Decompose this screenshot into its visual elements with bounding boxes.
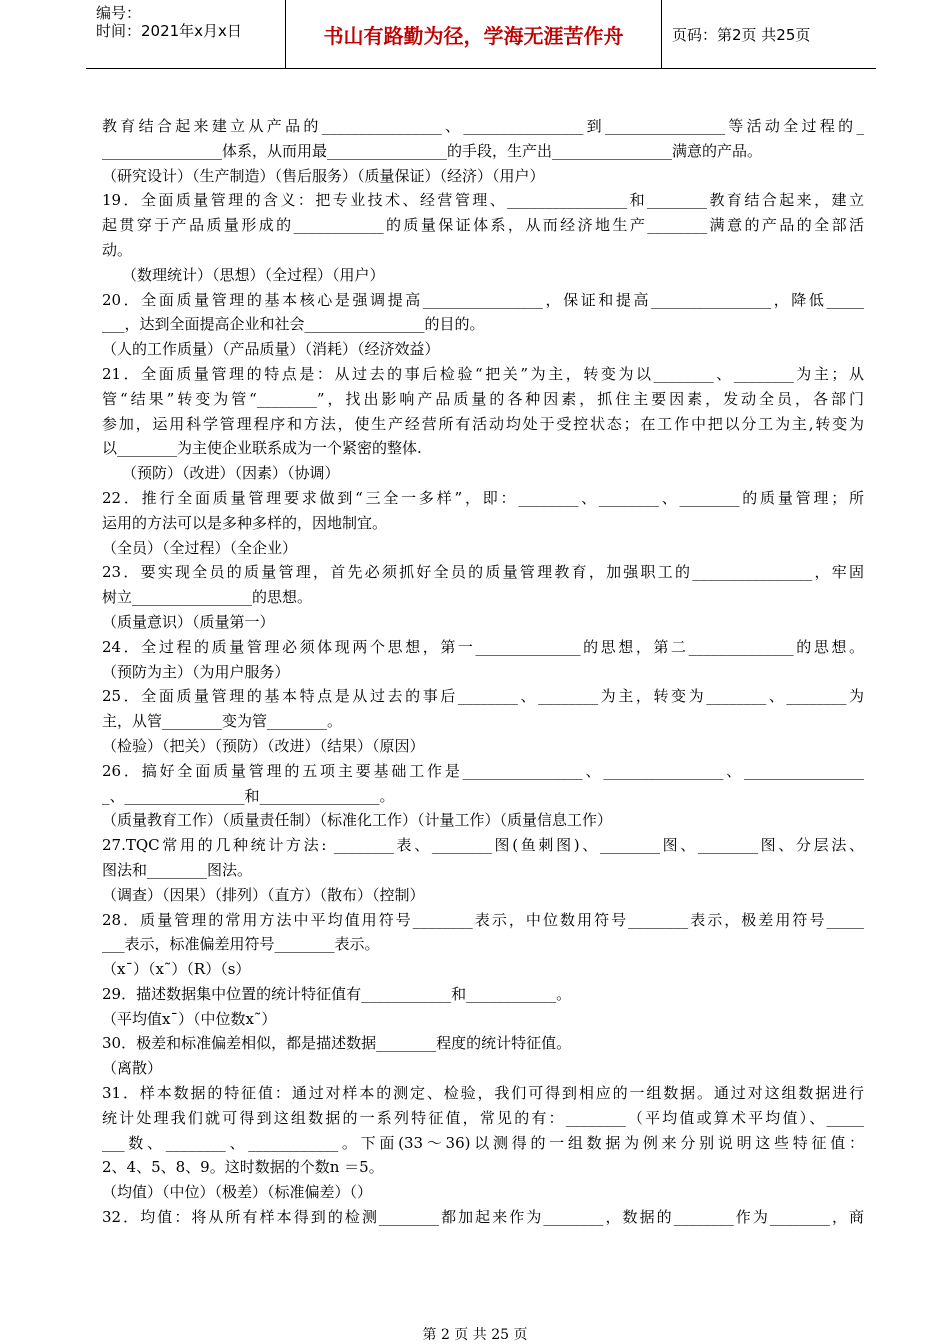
text-line: 23．要实现全员的质量管理，首先必须抓好全员的质量管理教育，加强职工的________________，牢固 [102, 563, 864, 582]
text-line: 30．极差和标准偏差相似，都是描述数据________程度的统计特征值。 [102, 1034, 572, 1053]
text-line: （离散） [102, 1059, 163, 1078]
text-line: 28．质量管理的常用方法中平均值用符号________表示，中位数用符号________表示，极差用符号_____ [102, 910, 864, 929]
text-line: （预防）（改进）（因素）（协调） [122, 464, 340, 483]
text-line: 20．全面质量管理的基本核心是强调提高________________，保证和提高________________，降低_____ [102, 290, 864, 309]
text-line: 动。 [102, 240, 133, 259]
text-line: 参加，运用科学管理程序和方法，使生产经营所有活动均处于受控状态；在工作中把以分工为主,转变为 [102, 414, 864, 433]
text-line: ___数、________、____________。下面(33～36)以测得的一组数据为例来分别说明这些特征值： [102, 1133, 864, 1152]
text-line: 运用的方法可以是多种多样的，因地制宜。 [102, 513, 388, 532]
text-line: （均值）（中位）（极差）（标准偏差）（） [102, 1183, 373, 1202]
text-line: （人的工作质量）（产品质量）（消耗）（经济效益） [102, 340, 440, 359]
text-line: 管“结果”转变为管“________”，找出影响产品质量的各种因素，抓住主要因素，发动全员，各部门 [102, 389, 864, 408]
text-line: （质量教育工作）（质量责任制）（标准化工作）（计量工作）（质量信息工作） [102, 811, 613, 830]
text-line: 22．推行全面质量管理要求做到“三全一多样”，即：________、________、________的质量管理；所 [102, 488, 864, 507]
text-line: 教育结合起来建立从产品的________________、________________到________________等活动全过程的_ [102, 117, 864, 135]
text-line: 27.TQC常用的几种统计方法: ________表、________图(鱼刺图)、________图、________图、分层法、 [102, 836, 864, 855]
text-line: 以________为主使企业联系成为一个紧密的整体. [102, 439, 422, 458]
text-line: 树立________________的思想。 [102, 588, 313, 607]
text-line: ________________体系，从而用最________________的手段，生产出________________满意的产品。 [102, 141, 763, 160]
text-line: 29．描述数据集中位置的统计特征值有____________和____________。 [102, 984, 572, 1003]
header-slogan: 书山有路勤为径，学海无涯苦作舟 [286, 0, 662, 68]
text-line: （研究设计）（生产制造）（售后服务）（质量保证）（经济）（用户） [102, 166, 545, 185]
page-header [86, 0, 876, 69]
text-line: 21．全面质量管理的特点是：从过去的事后检验“把关”为主，转变为以________、________为主；从 [102, 364, 864, 383]
text-line: （质量意识）（质量第一） [102, 612, 275, 631]
document-body [102, 114, 864, 1230]
text-line: ___表示，标准偏差用符号________表示。 [102, 935, 380, 954]
page-footer: 第 2 页 共 25 页 [422, 1327, 528, 1343]
text-line: 19．全面质量管理的含义：把专业技术、经营管理、________________和________教育结合起来，建立 [102, 191, 864, 210]
header-meta [86, 0, 286, 68]
text-line: 25．全面质量管理的基本特点是从过去的事后________、________为主，转变为________、________为 [102, 687, 864, 706]
text-line: 31．样本数据的特征值：通过对样本的测定、检验，我们可得到相应的一组数据。通过对这组数据进行 [102, 1084, 864, 1103]
header-page-info: 页码：第2页 共25页 [672, 25, 811, 44]
text-line: ___，达到全面提高企业和社会________________的目的。 [102, 315, 485, 334]
text-line: （检验）（把关）（预防）（改进）（结果）（原因） [102, 736, 425, 755]
text-line: （全员）（全过程）（全企业） [102, 538, 298, 557]
text-line: （调查）（因果）（排列）（直方）（散布）（控制） [102, 885, 425, 904]
text-line: _、________________和________________。 [102, 786, 395, 805]
serial-label: 编号： [96, 4, 142, 22]
text-line: 24．全过程的质量管理必须体现两个思想，第一______________的思想，第二______________的思想。 [102, 637, 864, 656]
text-line: 起贯穿于产品质量形成的____________的质量保证体系，从而经济地生产________满意的产品的全部活 [102, 216, 864, 235]
text-line: 32．均值：将从所有样本得到的检测________都加起来作为________，数据的________作为________，商 [102, 1208, 864, 1227]
text-line: （平均值x¯）（中位数x˜） [102, 1009, 277, 1028]
text-line: 主，从管________变为管________。 [102, 712, 343, 731]
text-line: 图法和________图法。 [102, 860, 253, 879]
text-line: （数理统计）（思想）（全过程）（用户） [122, 265, 385, 284]
text-line: （预防为主）（为用户服务） [102, 662, 290, 681]
text-line: 统计处理我们就可得到这组数据的一系列特征值，常见的有：________（平均值或算术平均值）、_____ [102, 1108, 864, 1127]
text-line: 26．搞好全面质量管理的五项主要基础工作是________________、________________、________________ [102, 761, 864, 780]
text-line: （x¯）（x˜）（R）（s） [102, 960, 251, 979]
text-line: 2、4、5、8、9。这时数据的个数n ＝5。 [102, 1158, 384, 1177]
time-label: 时间：2021年x月x日 [96, 22, 242, 40]
